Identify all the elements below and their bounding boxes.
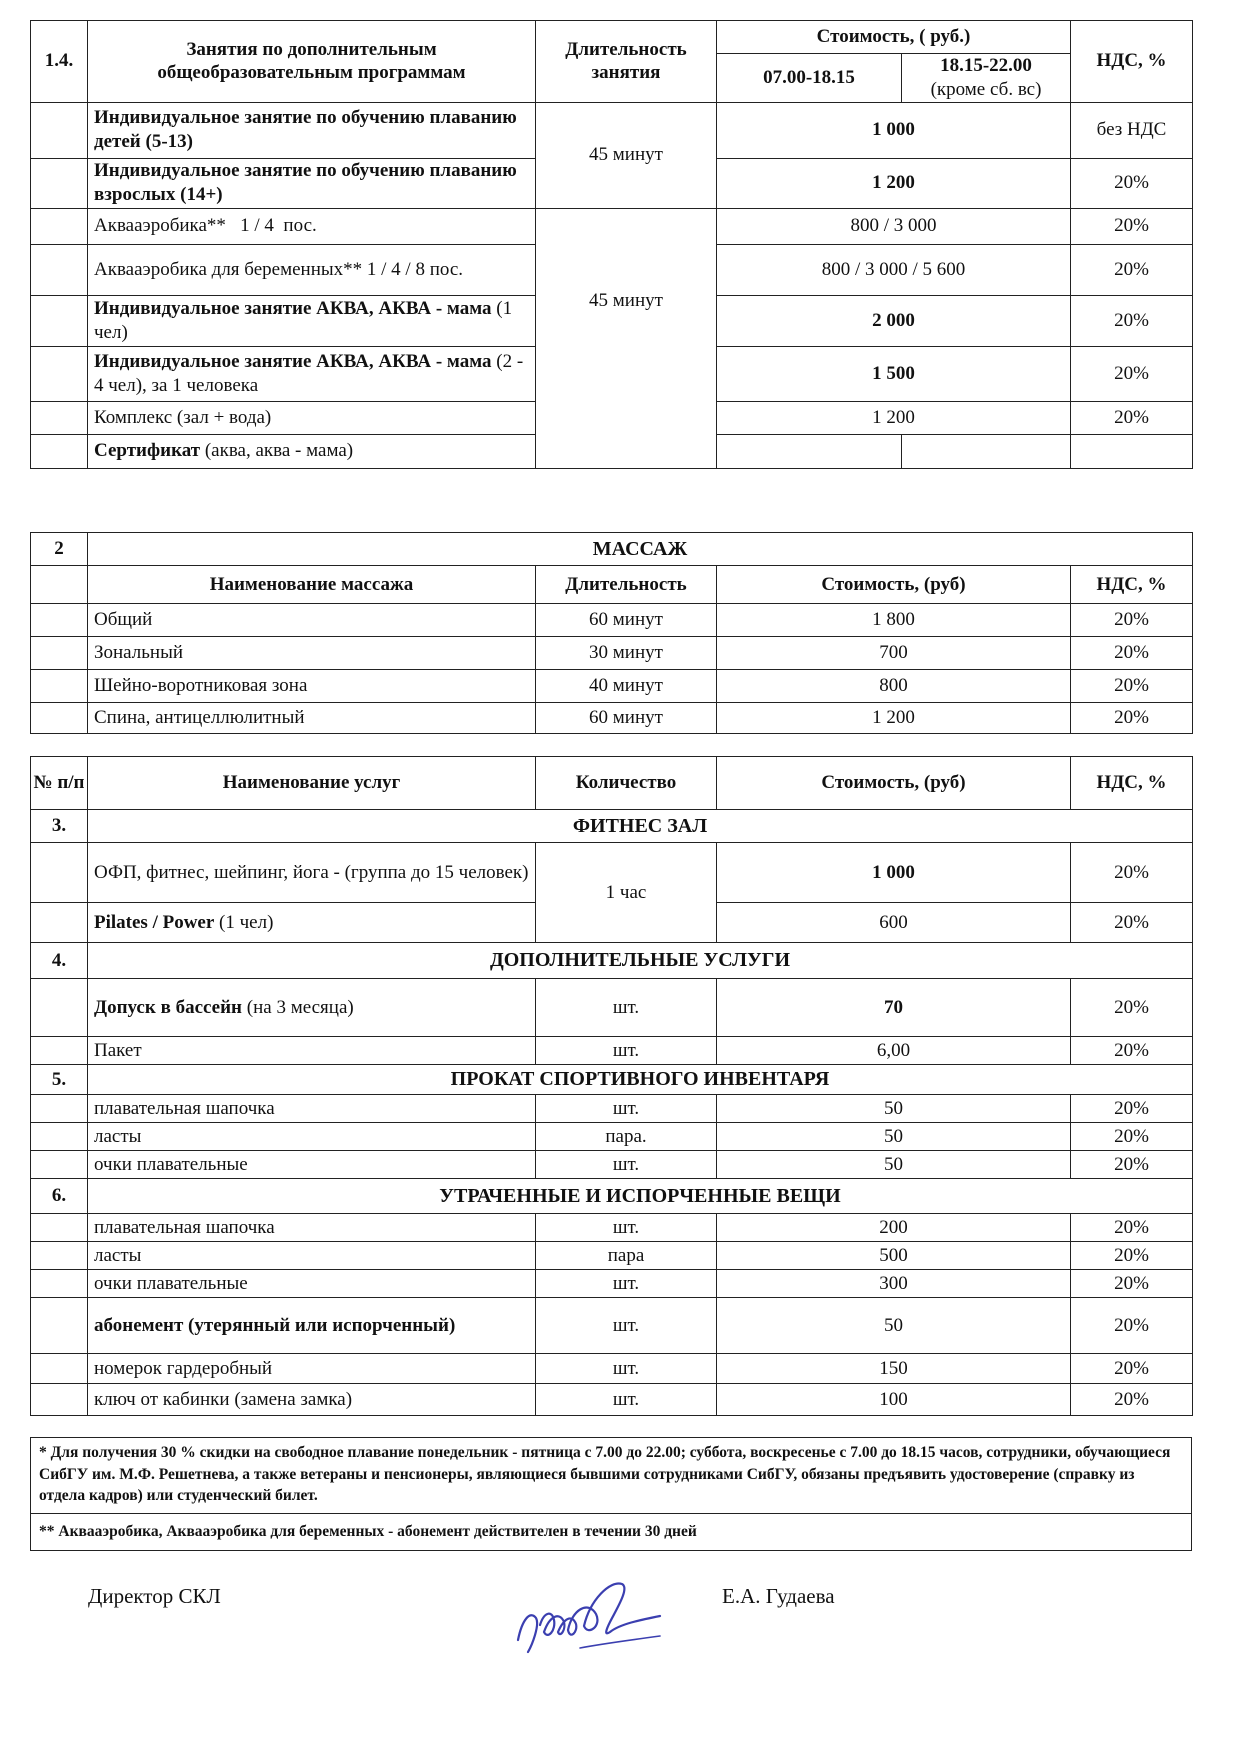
- row-quantity: шт.: [536, 1151, 717, 1179]
- row-name: Индивидуальное занятие по обучению плаванию детей (5-13): [88, 102, 536, 158]
- row-name: Пакет: [88, 1037, 536, 1065]
- row-vat: 20%: [1071, 1384, 1193, 1416]
- row-vat: 20%: [1071, 1354, 1193, 1384]
- row-vat: 20%: [1071, 843, 1193, 903]
- column-header-number: № п/п: [31, 757, 88, 810]
- row-name: плавательная шапочка: [88, 1214, 536, 1242]
- table-row: [31, 208, 1193, 244]
- row-price: 150: [717, 1354, 1071, 1384]
- row-vat: 20%: [1071, 244, 1193, 295]
- row-price: 1 200: [717, 703, 1071, 734]
- row-vat: 20%: [1071, 1123, 1193, 1151]
- table-row: [31, 843, 1193, 903]
- row-price: 1 000: [717, 102, 1071, 158]
- column-header-cost: Стоимость, (руб): [717, 757, 1071, 810]
- row-name: Допуск в бассейн (на 3 месяца): [88, 979, 536, 1037]
- section-title: МАССАЖ: [88, 533, 1193, 566]
- row-quantity: 1 час: [536, 843, 717, 943]
- row-name: ласты: [88, 1123, 536, 1151]
- table-row: [31, 1242, 1193, 1270]
- row-vat: 20%: [1071, 158, 1193, 208]
- discount-note: * Для получения 30 % скидки на свободное плавание понедельник - пятница с 7.00 до 22.00; суббота, воскресенье с 7.00 до 18.15 часов, сотрудники, обучающиеся СибГУ им. М.Ф. Решетнева, а также ветераны и пенсионеры, являющиеся бывшими сотрудниками СибГУ, обязаны предъявить удостоверение (справку из отдела кадров) или студенческий билет.: [30, 1437, 1192, 1514]
- row-name: Индивидуальное занятие по обучению плаванию взрослых (14+): [88, 158, 536, 208]
- row-vat: 20%: [1071, 637, 1193, 670]
- table-row: [31, 1095, 1193, 1123]
- table-row: [31, 1384, 1193, 1416]
- row-name: Индивидуальное занятие АКВА, АКВА - мама (2 - 4 чел), за 1 человека: [88, 346, 536, 401]
- section-number: 3.: [31, 810, 88, 843]
- row-quantity: шт.: [536, 1214, 717, 1242]
- row-price: 500: [717, 1242, 1071, 1270]
- row-name: Pilates / Power (1 чел): [88, 903, 536, 943]
- section-number: 4.: [31, 943, 88, 979]
- table-row: [31, 604, 1193, 637]
- table-row: [31, 102, 1193, 158]
- row-price: 800 / 3 000: [717, 208, 1071, 244]
- row-vat: 20%: [1071, 401, 1193, 434]
- column-header-duration: Длительность: [536, 566, 717, 604]
- column-header-quantity: Количество: [536, 757, 717, 810]
- row-vat: 20%: [1071, 1151, 1193, 1179]
- section-number: 6.: [31, 1179, 88, 1214]
- row-price: [717, 434, 902, 468]
- table-row: [31, 703, 1193, 734]
- row-vat: 20%: [1071, 1214, 1193, 1242]
- row-vat: 20%: [1071, 979, 1193, 1037]
- row-quantity: шт.: [536, 1384, 717, 1416]
- row-duration: 45 минут: [536, 102, 717, 208]
- row-price: 600: [717, 903, 1071, 943]
- row-quantity: шт.: [536, 1298, 717, 1354]
- row-vat: 20%: [1071, 208, 1193, 244]
- signer-name: Е.А. Гудаева: [722, 1584, 835, 1608]
- row-name: Спина, антицеллюлитный: [88, 703, 536, 734]
- row-name: очки плавательные: [88, 1151, 536, 1179]
- row-price: 50: [717, 1095, 1071, 1123]
- massage-table: [30, 532, 1193, 734]
- row-quantity: шт.: [536, 1095, 717, 1123]
- row-price: 700: [717, 637, 1071, 670]
- section-title: ФИТНЕС ЗАЛ: [88, 810, 1193, 843]
- table-row: [31, 670, 1193, 703]
- table-row: [31, 979, 1193, 1037]
- row-name: Аквааэробика** 1 / 4 пос.: [88, 208, 536, 244]
- row-vat: без НДС: [1071, 102, 1193, 158]
- column-header-name: Наименование массажа: [88, 566, 536, 604]
- row-price: 1 800: [717, 604, 1071, 637]
- table-row: [31, 1214, 1193, 1242]
- row-name: Общий: [88, 604, 536, 637]
- section-title: ДОПОЛНИТЕЛЬНЫЕ УСЛУГИ: [88, 943, 1193, 979]
- row-quantity: шт.: [536, 1354, 717, 1384]
- row-price: 100: [717, 1384, 1071, 1416]
- row-duration: 60 минут: [536, 604, 717, 637]
- table-row: [31, 1354, 1193, 1384]
- row-price: 800 / 3 000 / 5 600: [717, 244, 1071, 295]
- row-duration: 60 минут: [536, 703, 717, 734]
- row-name: абонемент (утерянный или испорченный): [88, 1298, 536, 1354]
- column-header-duration: Длительность занятия: [536, 21, 717, 103]
- section-number: 2: [31, 533, 88, 566]
- column-header-cost: Стоимость, (руб): [717, 566, 1071, 604]
- row-quantity: шт.: [536, 1270, 717, 1298]
- row-duration: 30 минут: [536, 637, 717, 670]
- column-header-time-evening: [902, 54, 1071, 103]
- row-price: 50: [717, 1151, 1071, 1179]
- column-header-time-morning: 07.00-18.15: [717, 54, 902, 103]
- column-header-name: Наименование услуг: [88, 757, 536, 810]
- table-row: [31, 1037, 1193, 1065]
- column-header-name: Занятия по дополнительным общеобразовательным программам: [88, 21, 536, 103]
- table-row: [31, 1270, 1193, 1298]
- signer-position: Директор СКЛ: [88, 1584, 221, 1608]
- row-name: очки плавательные: [88, 1270, 536, 1298]
- row-vat: 20%: [1071, 1270, 1193, 1298]
- row-vat: 20%: [1071, 670, 1193, 703]
- services-table: [30, 756, 1193, 1416]
- row-price: 1 200: [717, 158, 1071, 208]
- row-vat: 20%: [1071, 295, 1193, 346]
- row-vat: 20%: [1071, 1298, 1193, 1354]
- aqua-aerobics-note: ** Аквааэробика, Аквааэробика для беременных - абонемент действителен в течении 30 дней: [30, 1513, 1192, 1551]
- row-quantity: шт.: [536, 1037, 717, 1065]
- section-title: ПРОКАТ СПОРТИВНОГО ИНВЕНТАРЯ: [88, 1065, 1193, 1095]
- row-name: Сертификат (аква, аква - мама): [88, 434, 536, 468]
- section-number: 5.: [31, 1065, 88, 1095]
- row-vat: [1071, 434, 1193, 468]
- row-price: 300: [717, 1270, 1071, 1298]
- row-name: Комплекс (зал + вода): [88, 401, 536, 434]
- section-title: УТРАЧЕННЫЕ И ИСПОРЧЕННЫЕ ВЕЩИ: [88, 1179, 1193, 1214]
- row-price: 50: [717, 1123, 1071, 1151]
- row-vat: 20%: [1071, 1242, 1193, 1270]
- row-duration: 45 минут: [536, 208, 717, 468]
- row-price: 800: [717, 670, 1071, 703]
- row-quantity: шт.: [536, 979, 717, 1037]
- table-row: [31, 1151, 1193, 1179]
- row-name: Аквааэробика для беременных** 1 / 4 / 8 пос.: [88, 244, 536, 295]
- time-evening-range: 18.15-22.00: [940, 55, 1032, 76]
- row-price: 1 500: [717, 346, 1071, 401]
- column-header-cost: Стоимость, ( руб.): [717, 21, 1071, 54]
- row-price: 6,00: [717, 1037, 1071, 1065]
- section-number: 1.4.: [31, 21, 88, 103]
- row-price: 50: [717, 1298, 1071, 1354]
- row-name: Зональный: [88, 637, 536, 670]
- row-price: 1 200: [717, 401, 1071, 434]
- table-row: [31, 637, 1193, 670]
- row-name: Индивидуальное занятие АКВА, АКВА - мама (1 чел): [88, 295, 536, 346]
- row-vat: 20%: [1071, 1037, 1193, 1065]
- row-vat: 20%: [1071, 604, 1193, 637]
- table-row: [31, 1123, 1193, 1151]
- column-header-vat: НДС, %: [1071, 757, 1193, 810]
- column-header-vat: НДС, %: [1071, 21, 1193, 103]
- row-price: 2 000: [717, 295, 1071, 346]
- row-name: плавательная шапочка: [88, 1095, 536, 1123]
- row-price: 70: [717, 979, 1071, 1037]
- row-vat: 20%: [1071, 1095, 1193, 1123]
- row-quantity: пара: [536, 1242, 717, 1270]
- row-name: ласты: [88, 1242, 536, 1270]
- row-vat: 20%: [1071, 703, 1193, 734]
- row-name: ОФП, фитнес, шейпинг, йога - (группа до 15 человек): [88, 843, 536, 903]
- row-vat: 20%: [1071, 346, 1193, 401]
- signature-image: [510, 1570, 670, 1665]
- column-header-vat: НДС, %: [1071, 566, 1193, 604]
- time-evening-note: (кроме сб. вс): [930, 78, 1042, 100]
- row-quantity: пара.: [536, 1123, 717, 1151]
- row-name: ключ от кабинки (замена замка): [88, 1384, 536, 1416]
- table-row: [31, 1298, 1193, 1354]
- row-duration: 40 минут: [536, 670, 717, 703]
- row-price: 200: [717, 1214, 1071, 1242]
- row-price: 1 000: [717, 843, 1071, 903]
- row-name: номерок гардеробный: [88, 1354, 536, 1384]
- programs-table: [30, 20, 1193, 469]
- row-vat: 20%: [1071, 903, 1193, 943]
- row-name: Шейно-воротниковая зона: [88, 670, 536, 703]
